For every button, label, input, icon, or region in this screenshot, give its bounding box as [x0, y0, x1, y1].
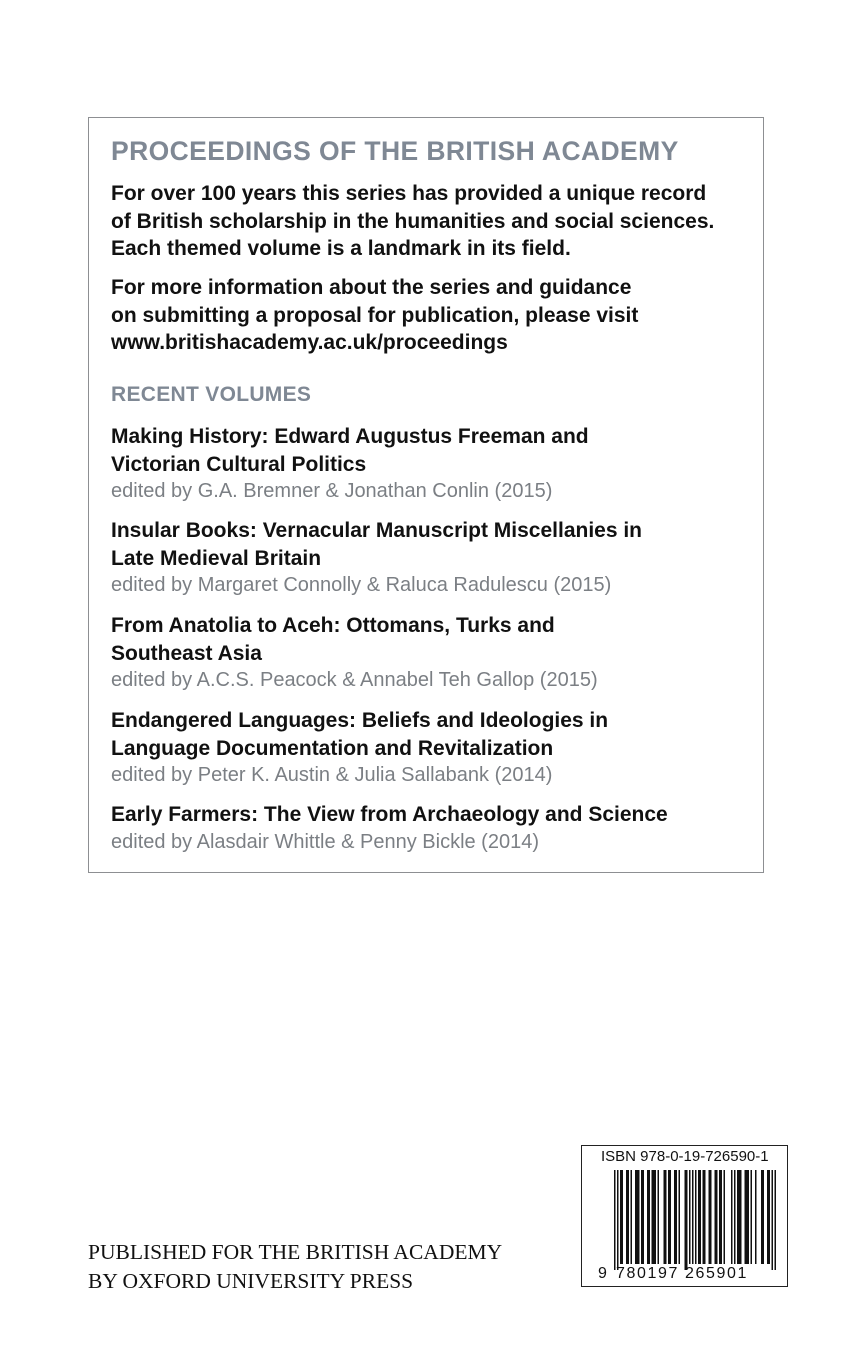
barcode-bar — [649, 1170, 651, 1264]
series-url: www.britishacademy.ac.uk/proceedings — [111, 331, 508, 354]
barcode-bar — [643, 1170, 645, 1264]
barcode-bar — [668, 1170, 670, 1264]
volume-editors: edited by Margaret Connolly & Raluca Radulescu (2015) — [111, 574, 612, 596]
barcode-bar — [715, 1170, 717, 1264]
barcode-bar — [689, 1170, 691, 1264]
volume-editors: edited by G.A. Bremner & Jonathan Conlin (2015) — [111, 480, 553, 502]
barcode-bar — [709, 1170, 711, 1264]
volume-entry — [111, 423, 751, 505]
barcode-bar — [716, 1170, 718, 1264]
barcode-bar — [622, 1170, 624, 1264]
series-intro-line: For over 100 years this series has provided a unique record — [111, 182, 707, 205]
series-info — [111, 274, 751, 357]
barcode-bar — [631, 1170, 633, 1264]
barcode-bar — [751, 1170, 753, 1264]
barcode-bar — [748, 1170, 750, 1264]
volume-title-line: Early Farmers: The View from Archaeology and Science — [111, 803, 668, 826]
barcode-bar — [614, 1170, 616, 1270]
volume-editors: edited by Peter K. Austin & Julia Sallabank (2014) — [111, 764, 553, 786]
barcode-bar — [665, 1170, 667, 1264]
volume-title-line: Insular Books: Vernacular Manuscript Miscellanies in — [111, 519, 643, 542]
barcode-bar — [676, 1170, 678, 1264]
barcode-bar — [670, 1170, 672, 1264]
volume-entry — [111, 707, 751, 789]
barcode-bar — [719, 1170, 721, 1264]
volume-editors: edited by A.C.S. Peacock & Annabel Teh Gallop (2015) — [111, 669, 598, 691]
barcode-bar — [746, 1170, 748, 1264]
barcode-bar — [703, 1170, 705, 1264]
barcode-bar — [745, 1170, 747, 1264]
barcode-bar — [679, 1170, 681, 1264]
barcode-bar — [772, 1170, 774, 1270]
volume-title-line: Southeast Asia — [111, 641, 262, 665]
barcode-bar — [628, 1170, 630, 1264]
barcode-bar — [775, 1170, 777, 1270]
barcode-bar — [635, 1170, 637, 1264]
barcode-bar — [653, 1170, 655, 1264]
barcode-bar — [731, 1170, 733, 1264]
barcode-bar — [641, 1170, 643, 1264]
barcode-bar — [685, 1170, 687, 1270]
barcode-bar — [674, 1170, 676, 1264]
isbn-barcode — [581, 1145, 788, 1287]
barcode-bar — [647, 1170, 649, 1264]
volume-title-line: Late Medieval Britain — [111, 546, 322, 570]
barcode-first-digit: 9 — [598, 1265, 607, 1282]
barcode-bar — [620, 1170, 622, 1264]
series-intro-line: of British scholarship in the humanities and social sciences. — [111, 209, 715, 233]
barcode-bar — [769, 1170, 771, 1264]
series-intro-line: Each themed volume is a landmark in its field. — [111, 237, 571, 260]
barcode-bar — [626, 1170, 628, 1264]
barcode-bar — [698, 1170, 700, 1264]
publisher-line: PUBLISHED FOR THE BRITISH ACADEMY — [88, 1240, 503, 1264]
series-info-line: on submitting a proposal for publication, please visit — [111, 303, 639, 327]
series-info-line: For more information about the series and guidance — [111, 276, 632, 299]
barcode-bar — [737, 1170, 739, 1264]
isbn-label: ISBN 978-0-19-726590-1 — [601, 1148, 769, 1165]
barcode-bar — [617, 1170, 619, 1270]
volume-title-line: Victorian Cultural Politics — [111, 452, 367, 476]
barcode-bar — [704, 1170, 706, 1264]
volume-entry — [111, 801, 751, 856]
barcode-bar — [664, 1170, 666, 1264]
barcode-bar — [767, 1170, 769, 1264]
barcode-bar — [721, 1170, 723, 1264]
barcode-bar — [724, 1170, 726, 1264]
barcode-bar — [686, 1170, 688, 1270]
barcode-bar — [655, 1170, 657, 1264]
volume-editors: edited by Alasdair Whittle & Penny Bickle (2014) — [111, 830, 539, 853]
barcode-bar — [734, 1170, 736, 1264]
publisher-imprint — [88, 1238, 502, 1296]
volume-entry — [111, 612, 751, 694]
barcode-bar — [695, 1170, 697, 1264]
barcode-bar — [739, 1170, 741, 1264]
barcode-bar — [638, 1170, 640, 1264]
barcode-bar — [692, 1170, 694, 1264]
volume-title-line: Making History: Edward Augustus Freeman and — [111, 425, 589, 448]
series-intro — [111, 180, 751, 263]
barcode-bar — [700, 1170, 702, 1264]
barcode-bar — [637, 1170, 639, 1264]
barcode-bar — [755, 1170, 757, 1264]
barcode-bar — [763, 1170, 765, 1264]
barcode-bar — [740, 1170, 742, 1264]
series-heading: PROCEEDINGS OF THE BRITISH ACADEMY — [111, 136, 679, 166]
publisher-line: BY OXFORD UNIVERSITY PRESS — [88, 1269, 414, 1293]
barcode-bar — [652, 1170, 654, 1264]
barcode-digits: 780197 265901 — [616, 1265, 749, 1282]
barcode-bar — [710, 1170, 712, 1264]
volume-title-line: Language Documentation and Revitalization — [111, 736, 554, 760]
volume-title-line: From Anatolia to Aceh: Ottomans, Turks and — [111, 614, 555, 637]
volume-title-line: Endangered Languages: Beliefs and Ideologies in — [111, 709, 609, 732]
barcode-bar — [761, 1170, 763, 1264]
volume-entry — [111, 517, 751, 599]
recent-volumes-heading: RECENT VOLUMES — [111, 383, 312, 406]
barcode-bar — [658, 1170, 660, 1264]
series-info-panel — [88, 117, 764, 873]
